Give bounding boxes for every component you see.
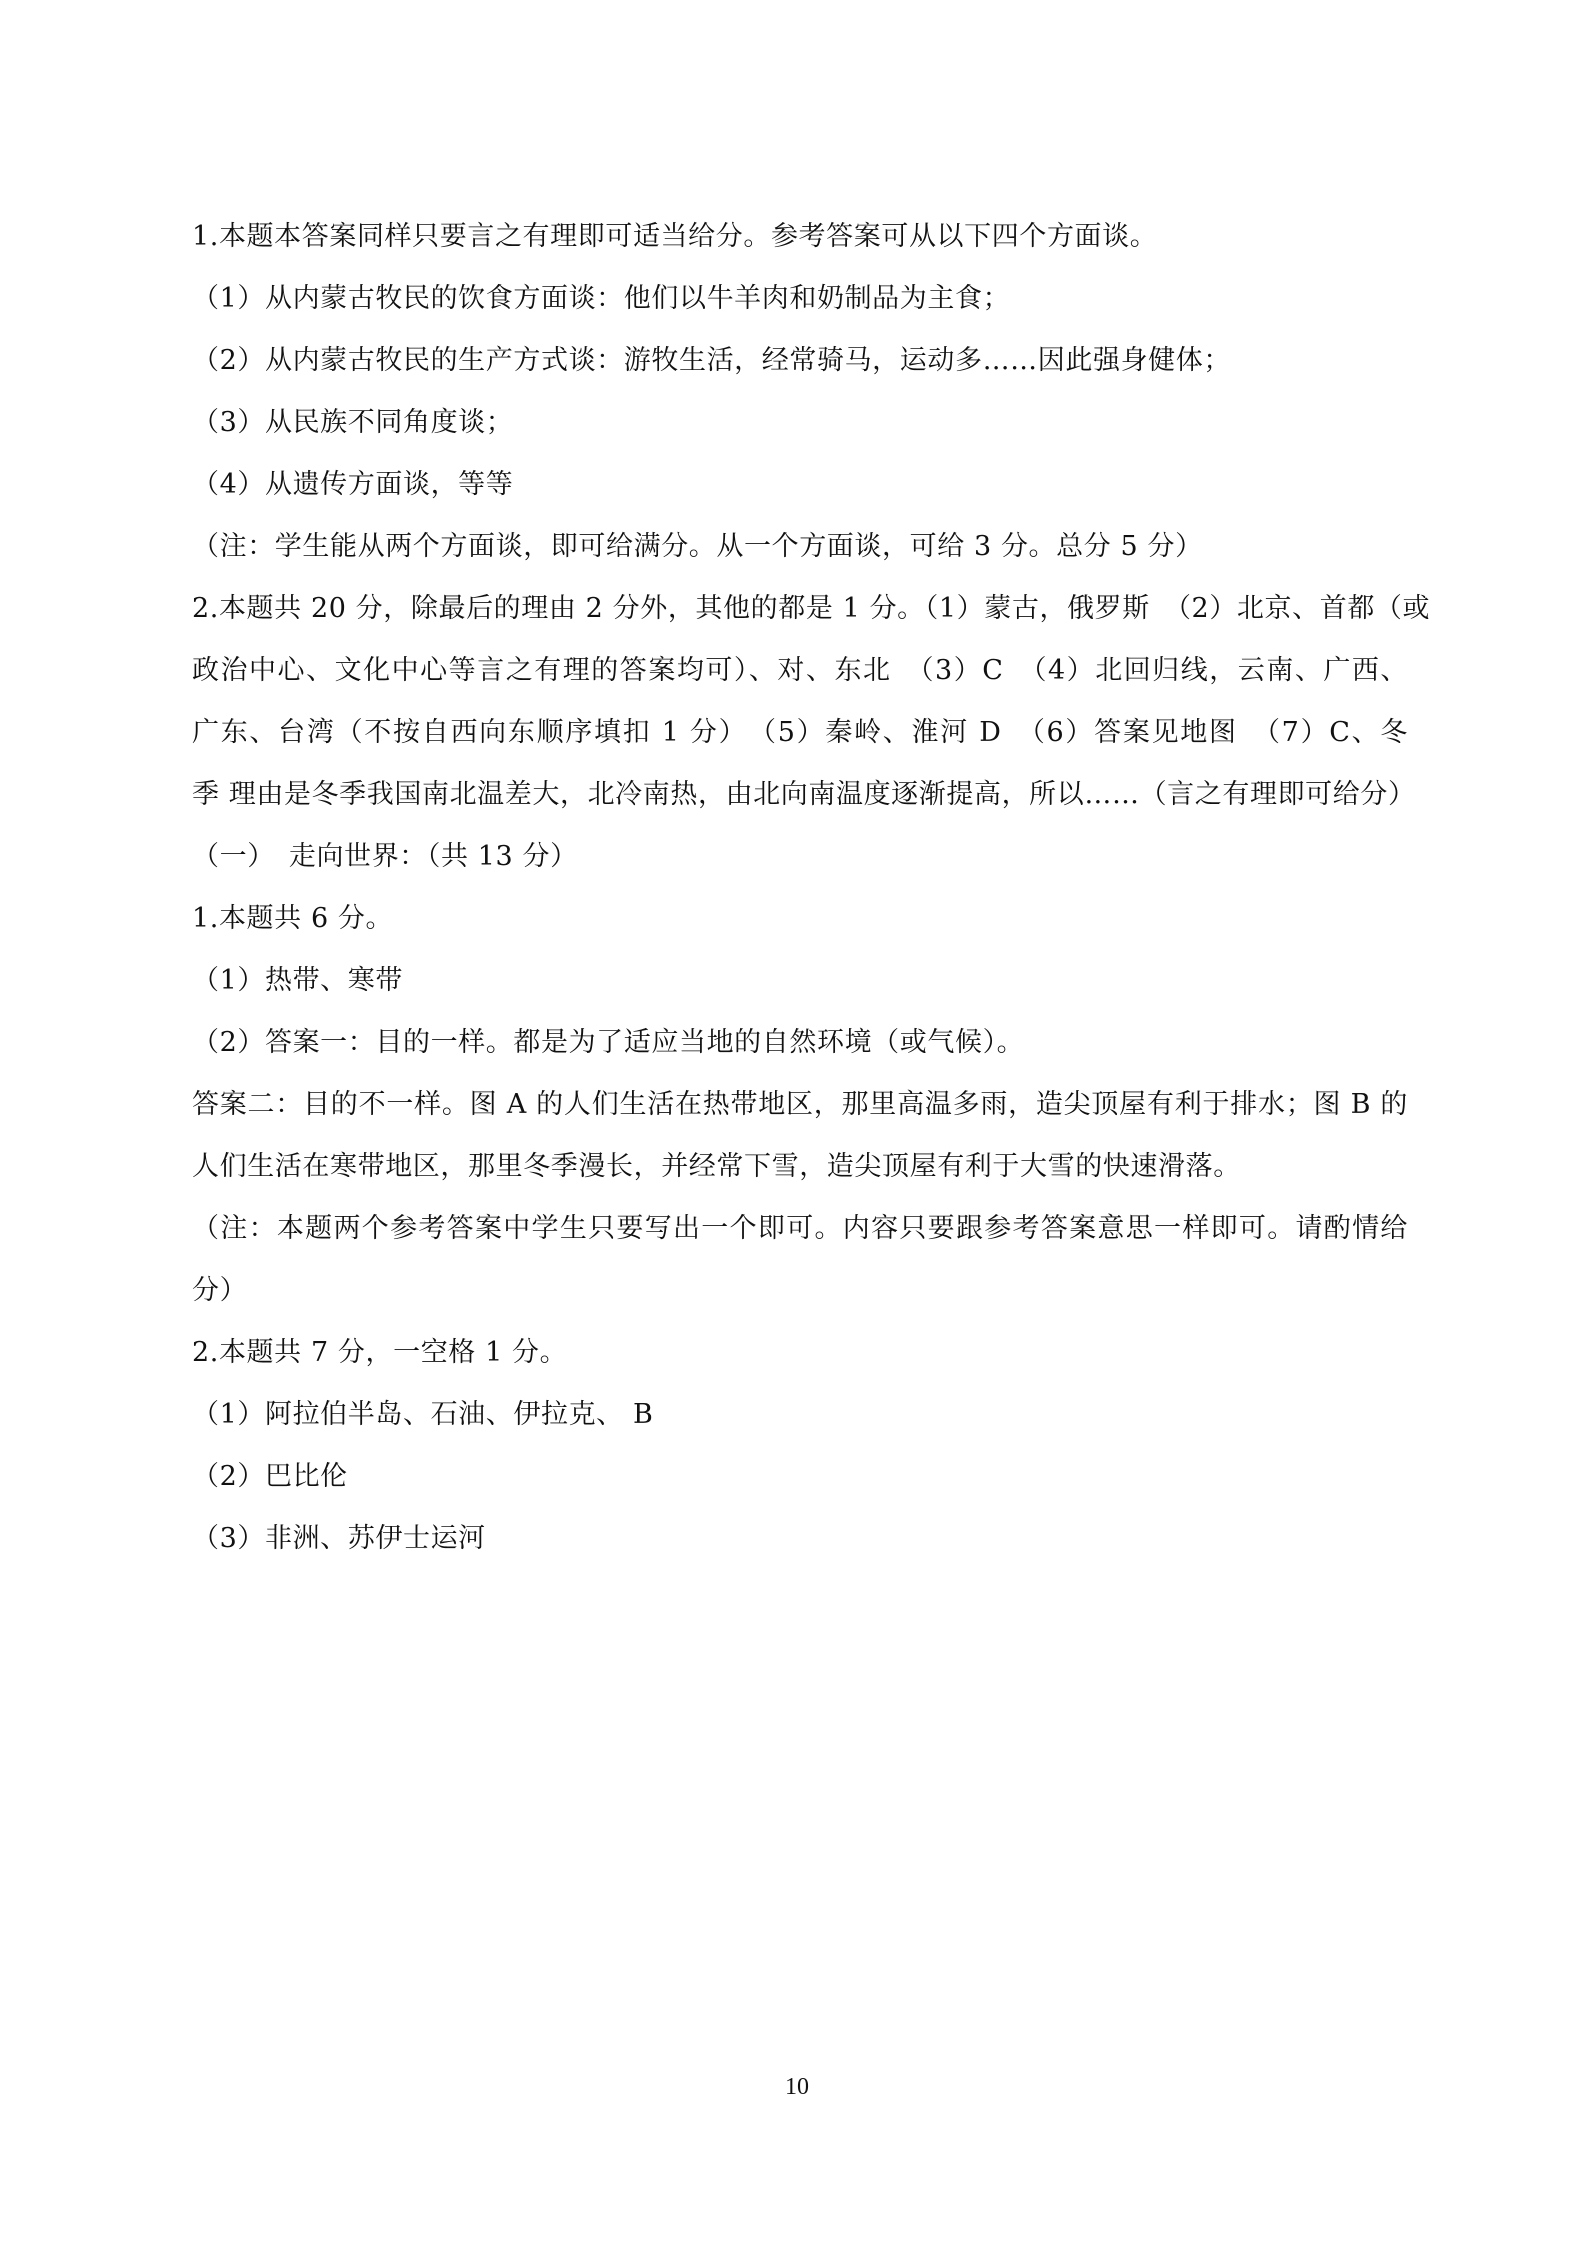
text-line: （2）巴比伦 [192,1461,348,1492]
text-line: （3）非洲、苏伊士运河 [192,1523,486,1554]
text-line: （注：学生能从两个方面谈，即可给满分。从一个方面谈，可给 3 分。总分 5 分） [192,531,1203,562]
text-line: 人们生活在寒带地区，那里冬季漫长，并经常下雪，造尖顶屋有利于大雪的快速滑落。 [192,1151,1241,1182]
text-line: （2）答案一：目的一样。都是为了适应当地的自然环境（或气候）。 [192,1027,1025,1058]
section-heading: （一） 走向世界：（共 13 分） [192,841,578,872]
text-line: 政治中心、文化中心等言之有理的答案均可）、对、东北 （3）C （4）北回归线，云南、广西、 [192,655,1408,686]
text-line: 1.本题本答案同样只要言之有理即可适当给分。参考答案可从以下四个方面谈。 [192,221,1158,252]
text-line: （注：本题两个参考答案中学生只要写出一个即可。内容只要跟参考答案意思一样即可。请酌情给 [192,1213,1408,1244]
text-line: （3）从民族不同角度谈； [192,407,514,438]
text-line: （1）热带、寒带 [192,965,403,996]
text-line: （1）从内蒙古牧民的饮食方面谈：他们以牛羊肉和奶制品为主食； [192,283,1011,314]
text-line: 广东、台湾（不按自西向东顺序填扣 1 分） （5）秦岭、淮河 D （6）答案见地图 （7）C、冬 [192,717,1408,748]
text-line: （1）阿拉伯半岛、石油、伊拉克、 B [192,1399,654,1430]
page-number: 10 [785,2074,809,2100]
text-line: （2）从内蒙古牧民的生产方式谈：游牧生活，经常骑马，运动多……因此强身健体； [192,345,1231,376]
text-line: 季 理由是冬季我国南北温差大，北冷南热，由北向南温度逐渐提高，所以……（言之有理即可给分） [192,779,1416,810]
text-line: 分） [192,1275,248,1306]
text-line: （4）从遗传方面谈，等等 [192,469,514,500]
text-line: 2.本题共 7 分，一空格 1 分。 [192,1337,568,1368]
answer-content [192,206,1431,1570]
text-line: 1.本题共 6 分。 [192,903,394,934]
text-line: 2.本题共 20 分，除最后的理由 2 分外，其他的都是 1 分。（1）蒙古，俄罗斯 （2）北京、首都（或 [192,593,1431,624]
text-line: 答案二：目的不一样。图 A 的人们生活在热带地区，那里高温多雨，造尖顶屋有利于排水；图 B 的 [192,1089,1408,1120]
